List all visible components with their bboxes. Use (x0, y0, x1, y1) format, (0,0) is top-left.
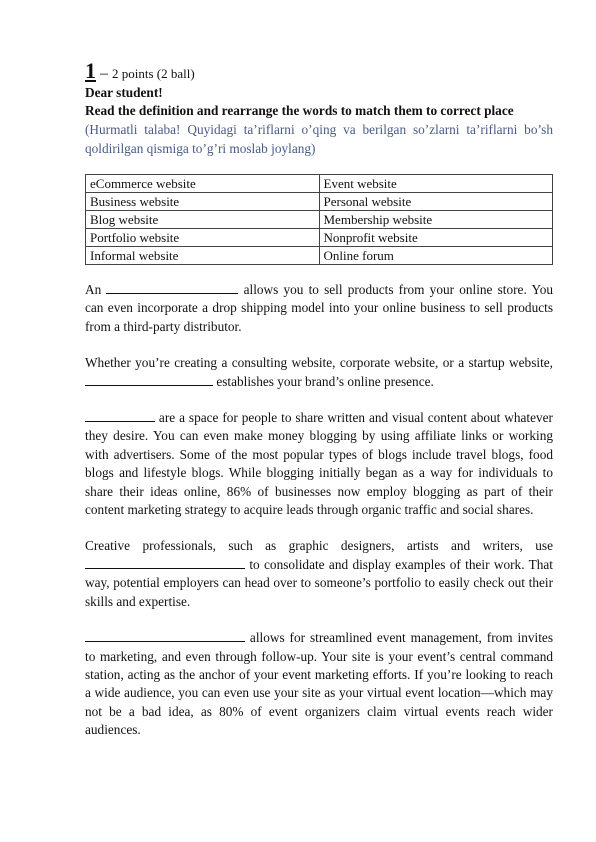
paragraph-blog: are a space for people to share written and visual content about whatever they desire. You can even make money blogging by using affiliate links or working with advertisers. Some of the most popular types of blogs include travel blogs, food blogs and lifestyle blogs. While blogging initially began as a way for individuals to share their ideas online, 86% of businesses now employ blogging as part of their content marketing strategy to acquire leads through organic traffic and social shares. (85, 410, 553, 518)
instruction: Read the definition and rearrange the words to match them to correct place (85, 103, 514, 118)
question-header (85, 58, 553, 84)
word-cell: Blog website (86, 211, 320, 229)
answer-blank-1[interactable] (106, 281, 238, 294)
table-row (86, 229, 553, 247)
word-cell: Event website (319, 175, 553, 193)
word-cell: Membership website (319, 211, 553, 229)
worksheet-page (85, 58, 553, 740)
table-row (86, 247, 553, 265)
word-cell: eCommerce website (86, 175, 320, 193)
word-cell: Informal website (86, 247, 320, 265)
word-bank-table (85, 174, 553, 265)
paragraph-event: allows for streamlined event management, from invites to marketing, and even through follow-up. Your site is your event’s central command station, acting as the anchor of your event marketing efforts. If you’re looking to reach a wide audience, you can even use your site as your virtual event location—which may not be a bad idea, as 80% of event organizers claim virtual events reach wider audiences. (85, 630, 553, 738)
table-row (86, 175, 553, 193)
table-row (86, 193, 553, 211)
answer-blank-3[interactable] (85, 409, 155, 422)
question-number: 1 (85, 58, 96, 83)
paragraph-business: Whether you’re creating a consulting website, corporate website, or a startup website, establishes your brand’s online presence. (85, 355, 553, 389)
table-row (86, 211, 553, 229)
answer-blank-4[interactable] (85, 556, 245, 569)
answer-blank-5[interactable] (85, 629, 245, 642)
instruction-translation: (Hurmatli talaba! Quyidagi ta’riflarni o’qing va berilgan so’zlarni ta’riflarni bo’sh qoldirilgan qismiga to’g’ri moslab joylang) (85, 122, 553, 156)
paragraph-ecommerce: An allows you to sell products from your online store. You can even incorporate a drop shipping model into your online business to sell products from a third-party distributor. (85, 282, 554, 334)
word-cell: Portfolio website (86, 229, 320, 247)
word-cell: Online forum (319, 247, 553, 265)
word-cell: Business website (86, 193, 320, 211)
greeting: Dear student! (85, 85, 163, 100)
word-cell: Nonprofit website (319, 229, 553, 247)
answer-blank-2[interactable] (85, 373, 213, 386)
question-dash: – (100, 65, 108, 82)
question-points: 2 points (2 ball) (112, 66, 195, 81)
word-cell: Personal website (319, 193, 553, 211)
paragraph-portfolio: Creative professionals, such as graphic designers, artists and writers, use to consolidate and display examples of their work. That way, potential employers can head over to someone’s portfolio to easily check out their skills and expertise. (85, 538, 553, 609)
